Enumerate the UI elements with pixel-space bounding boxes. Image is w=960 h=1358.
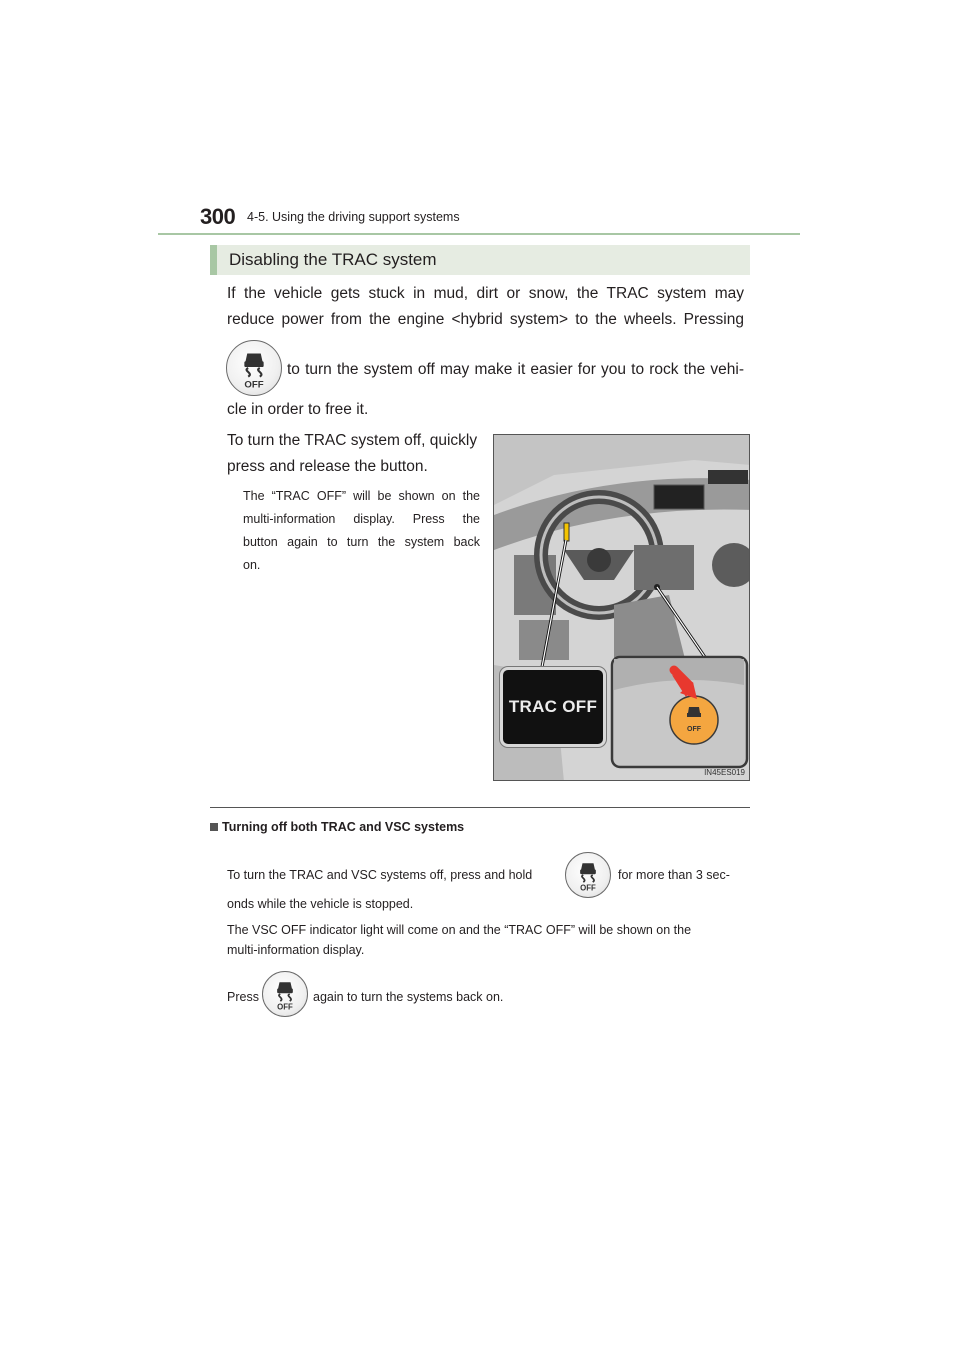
intro-line-1: If the vehicle gets stuck in mud, dirt or snow, the TRAC system may	[227, 285, 744, 302]
page-number: 300	[200, 204, 236, 229]
highlighted-off-button	[670, 696, 718, 744]
bullet-square-icon	[210, 823, 218, 831]
trac-off-display-text: TRAC OFF	[508, 697, 598, 716]
sub-p1-after: for more than 3 sec-	[618, 868, 730, 882]
svg-text:OFF: OFF	[244, 379, 264, 391]
instruction-line-1: To turn the TRAC system off, quickly	[227, 432, 478, 449]
trac-off-display	[500, 667, 606, 747]
intro-line-3: to turn the system off may make it easier for you to rock the vehi-	[287, 361, 744, 378]
skid-car-icon	[227, 341, 281, 395]
trac-off-button-icon-3	[262, 971, 308, 1017]
header-rule	[158, 233, 800, 235]
skid-car-icon	[566, 853, 610, 897]
intro-line-4: cle in order to free it.	[227, 401, 369, 418]
sub-p1-line2: onds while the vehicle is stopped.	[227, 897, 414, 911]
sub-p3-after: again to turn the systems back on.	[313, 990, 504, 1004]
trac-off-button-icon-2	[565, 852, 611, 898]
section-divider	[210, 807, 750, 808]
note-line-1: The “TRAC OFF” will be shown on the	[243, 489, 480, 503]
sub-p1-before: To turn the TRAC and VSC systems off, press and hold	[227, 868, 533, 882]
note-line-3: button again to turn the system back	[243, 535, 480, 549]
dashboard-illustration	[493, 434, 750, 781]
figure-code: IN45ES019	[704, 768, 745, 777]
intro-line-2: reduce power from the engine <hybrid system> to the wheels. Pressing	[227, 311, 744, 328]
sub-p2-line2: multi-information display.	[227, 943, 365, 957]
figure-button-label: OFF	[687, 726, 701, 733]
skid-car-icon	[263, 972, 307, 1016]
svg-text:OFF: OFF	[277, 1002, 293, 1012]
chapter-title: 4-5. Using the driving support systems	[247, 210, 460, 224]
note-line-4: on.	[243, 558, 261, 572]
svg-text:OFF: OFF	[580, 883, 596, 893]
trac-off-button-icon	[226, 340, 282, 396]
sub-p3-before: Press	[227, 990, 259, 1004]
section-heading	[210, 245, 750, 275]
instruction-line-2: press and release the button.	[227, 458, 428, 475]
section-title: Disabling the TRAC system	[229, 250, 437, 269]
note-line-2: multi-information display. Press the	[243, 512, 480, 526]
subsection-title: Turning off both TRAC and VSC systems	[210, 820, 464, 834]
sub-p2-line1: The VSC OFF indicator light will come on and the “TRAC OFF” will be shown on the	[227, 923, 692, 937]
